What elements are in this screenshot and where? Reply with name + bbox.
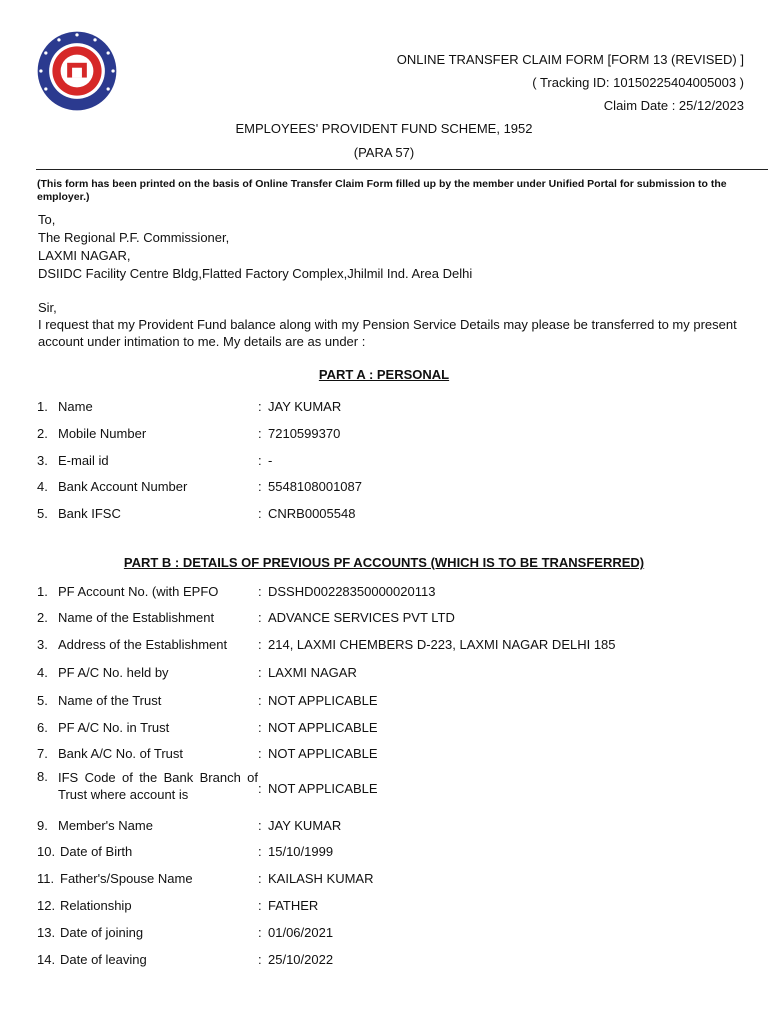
row-label: Name of the Establishment	[58, 610, 215, 625]
part-b-row	[0, 769, 768, 805]
row-colon: :	[258, 952, 262, 967]
row-label: Bank IFSC	[58, 506, 121, 521]
part-a-title: PART A : PERSONAL	[318, 367, 450, 382]
form-title: ONLINE TRANSFER CLAIM FORM [FORM 13 (REVISED) ]	[396, 52, 744, 67]
row-number: 2.	[37, 426, 48, 441]
row-number: 13.	[37, 925, 56, 940]
row-value: DSSHD00228350000020113	[268, 584, 436, 599]
row-number: 10.	[37, 844, 56, 859]
row-number: 5.	[37, 693, 48, 708]
row-colon: :	[258, 693, 262, 708]
address-line-1: The Regional P.F. Commissioner,	[38, 230, 230, 245]
row-colon: :	[258, 665, 262, 680]
row-colon: :	[258, 610, 262, 625]
row-value: -	[268, 453, 273, 468]
row-value: 01/06/2021	[268, 925, 334, 940]
row-number: 4.	[37, 479, 48, 494]
para-label: (PARA 57)	[353, 145, 415, 160]
epfo-seal-icon	[36, 30, 118, 112]
row-colon: :	[258, 426, 262, 441]
row-colon: :	[258, 479, 262, 494]
row-number: 3.	[37, 453, 48, 468]
row-number: 3.	[37, 637, 48, 652]
salutation: Sir,	[38, 300, 57, 315]
row-label: Bank A/C No. of Trust	[58, 746, 183, 761]
row-colon: :	[258, 871, 262, 886]
print-note: (This form has been printed on the basis of Online Transfer Claim Form filled up by the member under Unified Portal for submission to the employer.)	[37, 178, 727, 203]
request-text: I request that my Provident Fund balance along with my Pension Service Details may please be transferred to my present account under intimation to me. My details are as under :	[38, 317, 737, 349]
row-number: 1.	[37, 584, 48, 599]
row-value: CNRB0005548	[268, 506, 356, 521]
row-number: 12.	[37, 898, 56, 913]
row-label: Mobile Number	[58, 426, 147, 441]
claim-date: Claim Date : 25/12/2023	[603, 98, 744, 113]
row-colon: :	[258, 925, 262, 940]
row-value: LAXMI NAGAR	[268, 665, 357, 680]
row-number: 6.	[37, 720, 48, 735]
row-label: PF A/C No. held by	[58, 665, 169, 680]
row-label: IFS Code of the Bank Branch of Trust where account is	[58, 770, 258, 802]
row-value: 7210599370	[268, 426, 341, 441]
row-label: Date of leaving	[60, 952, 147, 967]
row-value: FATHER	[268, 898, 319, 913]
row-colon: :	[258, 818, 262, 833]
row-number: 14.	[37, 952, 56, 967]
address-line-2: LAXMI NAGAR,	[38, 248, 131, 263]
row-value: NOT APPLICABLE	[268, 781, 378, 796]
row-value: JAY KUMAR	[268, 399, 342, 414]
row-number: 8.	[37, 769, 48, 784]
row-label: Father's/Spouse Name	[60, 871, 193, 886]
row-value: NOT APPLICABLE	[268, 720, 378, 735]
row-number: 7.	[37, 746, 48, 761]
row-value: NOT APPLICABLE	[268, 693, 378, 708]
row-label: Member's Name	[58, 818, 153, 833]
row-value: KAILASH KUMAR	[268, 871, 374, 886]
row-label: Name	[58, 399, 93, 414]
row-number: 4.	[37, 665, 48, 680]
row-number: 2.	[37, 610, 48, 625]
row-label: PF Account No. (with EPFO	[58, 584, 219, 599]
row-colon: :	[258, 637, 262, 652]
row-label: E-mail id	[58, 453, 109, 468]
part-b-title: PART B : DETAILS OF PREVIOUS PF ACCOUNTS (WHICH IS TO BE TRANSFERRED)	[123, 555, 645, 570]
request-body	[38, 299, 768, 350]
row-value: JAY KUMAR	[268, 818, 342, 833]
row-number: 9.	[37, 818, 48, 833]
row-number: 1.	[37, 399, 48, 414]
row-colon: :	[258, 506, 262, 521]
row-label: Date of Birth	[60, 844, 133, 859]
row-number: 11.	[37, 871, 55, 886]
row-colon: :	[258, 584, 262, 599]
address-block	[38, 211, 472, 283]
row-colon: :	[258, 720, 262, 735]
row-value: 25/10/2022	[268, 952, 334, 967]
row-colon: :	[258, 453, 262, 468]
row-label: Relationship	[60, 898, 132, 913]
row-value: 15/10/1999	[268, 844, 334, 859]
row-label: Bank Account Number	[58, 479, 188, 494]
header-divider	[36, 169, 768, 170]
row-value: 214, LAXMI CHEMBERS D-223, LAXMI NAGAR DELHI 185	[268, 637, 616, 652]
row-colon: :	[258, 399, 262, 414]
row-label: PF A/C No. in Trust	[58, 720, 170, 735]
address-line-3: DSIIDC Facility Centre Bldg,Flatted Factory Complex,Jhilmil Ind. Area Delhi	[38, 266, 473, 281]
row-value: ADVANCE SERVICES PVT LTD	[268, 610, 455, 625]
scheme-title: EMPLOYEES' PROVIDENT FUND SCHEME, 1952	[235, 121, 533, 136]
row-label: Date of joining	[60, 925, 144, 940]
address-to: To,	[38, 212, 56, 227]
row-colon: :	[258, 898, 262, 913]
row-label: Address of the Establishment	[58, 637, 228, 652]
row-number: 5.	[37, 506, 48, 521]
row-label: Name of the Trust	[58, 693, 162, 708]
row-colon: :	[258, 746, 262, 761]
row-colon: :	[258, 844, 262, 859]
row-value: NOT APPLICABLE	[268, 746, 378, 761]
row-value: 5548108001087	[268, 479, 362, 494]
tracking-id: ( Tracking ID: 10150225404005003 )	[532, 75, 744, 90]
row-colon: :	[258, 781, 262, 796]
